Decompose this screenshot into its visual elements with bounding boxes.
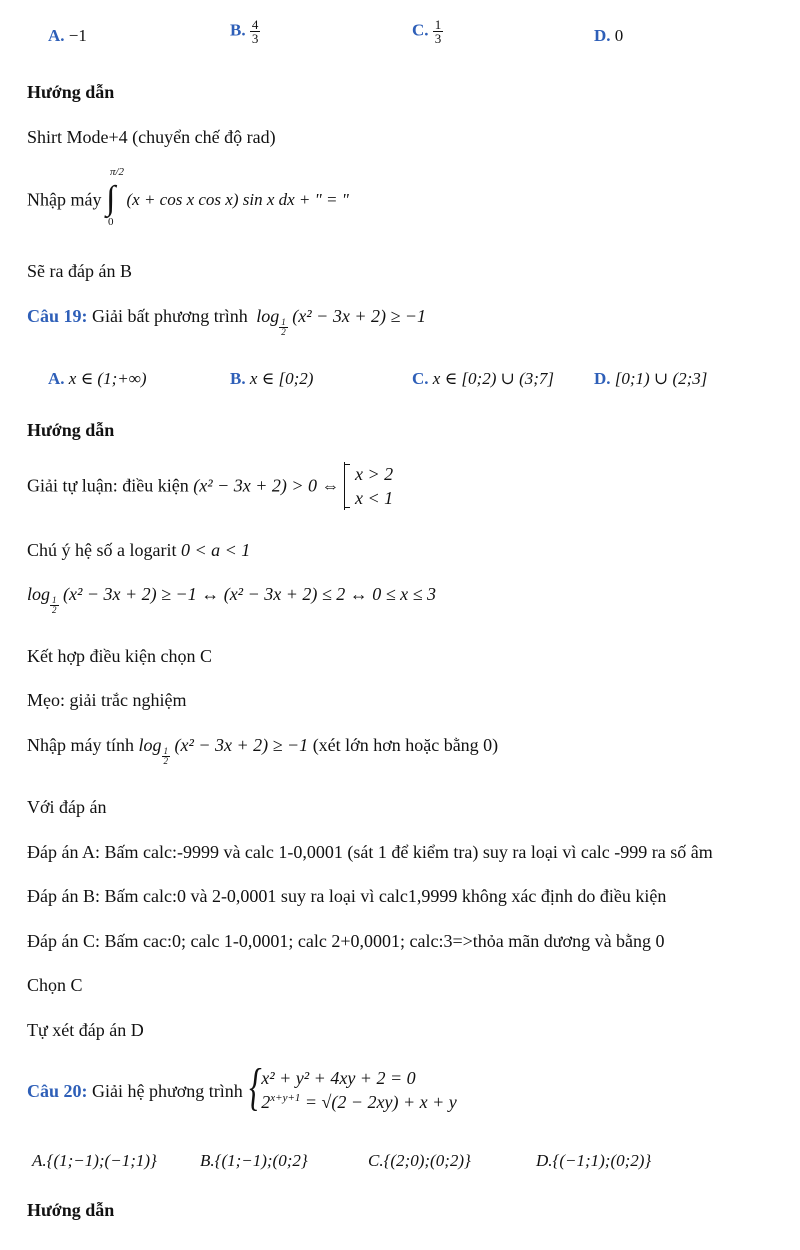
guide-heading-1: Hướng dẫn (27, 82, 115, 102)
q19-option-b: B. x ∈ [0;2) (230, 369, 314, 388)
q19-check-d: Tự xét đáp án D (27, 1020, 144, 1040)
q19-option-d: D. [0;1) ∪ (2;3] (594, 369, 708, 388)
q18-option-c: C. $\frac{1}{3}$ (412, 17, 442, 46)
q19-answer-c-check: Đáp án C: Bấm cac:0; calc 1-0,0001; calc 2+0,0001; calc:3=>thỏa mãn dương và bằng 0 (27, 931, 665, 951)
q18-line-1: Shirt Mode+4 (chuyển chế độ rad) (27, 127, 276, 147)
guide-heading-3: Hướng dẫn (27, 1200, 115, 1220)
q18-line-2: Nhập máy π/2 ∫ 0 (x + cos x cos x) sin x dx + " = " (27, 166, 349, 228)
q20-option-d: D.{(−1;1);(0;2)} (536, 1151, 652, 1170)
q20-option-b: B.{(1;−1);(0;2} (200, 1151, 308, 1170)
q19-with-answer: Với đáp án (27, 797, 107, 817)
q19-option-c: C. x ∈ [0;2) ∪ (3;7] (412, 369, 555, 388)
guide-heading-2: Hướng dẫn (27, 420, 115, 440)
q20-option-c: C.{(2;0);(0;2)} (368, 1151, 471, 1170)
q19-note-line: Chú ý hệ số a logarit 0 < a < 1 (27, 540, 251, 560)
q20-option-a: A.{(1;−1);(−1;1)} (32, 1151, 157, 1170)
q19-answer-a-check: Đáp án A: Bấm calc:-9999 và calc 1-0,0001 (sát 1 để kiểm tra) suy ra loại vì calc -999 ra số âm (27, 842, 713, 862)
q19-answer-b-check: Đáp án B: Bấm calc:0 và 2-0,0001 suy ra loại vì calc1,9999 không xác định do điều kiện (27, 886, 667, 906)
q19-question: Câu 19: Giải bất phương trình log $\frac{1}{2}$ (x² − 3x + 2) ≥ −1 (27, 306, 426, 338)
q19-condition-line: Giải tự luận: điều kiện (x² − 3x + 2) > 0 ⇔ x > 2 x < 1 (27, 464, 394, 508)
equation-system: { x² + y² + 4xy + 2 = 0 $2^{x+y+1} = √(2 - 2xy) + x + y$ (247, 1066, 457, 1117)
q19-combine-line: Kết hợp điều kiện chọn C (27, 646, 212, 666)
integral-sign: π/2 ∫ 0 (105, 166, 125, 228)
q20-question: Câu 20: Giải hệ phương trình { x² + y² + 4xy + 2 = 0 $2^{x+y+1} = √(2 - 2xy) + x + y$ (27, 1066, 457, 1117)
q18-option-a: A. −1 (48, 26, 87, 45)
q19-choose-c: Chọn C (27, 975, 83, 995)
condition-cases: x > 2 x < 1 (344, 462, 393, 510)
q18-option-b: B. $\frac{4}{3}$ (230, 17, 259, 46)
q18-option-d: D. 0 (594, 26, 624, 45)
q19-solution-line: log $\frac{1}{2}$ (x² − 3x + 2) ≥ −1 ↔ (x² − 3x + 2) ≤ 2 ↔ 0 ≤ x ≤ 3 (27, 584, 436, 616)
q19-option-a: A. x ∈ (1;+∞) (48, 369, 147, 388)
q18-line-3: Sẽ ra đáp án B (27, 261, 132, 281)
q19-calc-line: Nhập máy tính log $\frac{1}{2}$ (x² − 3x + 2) ≥ −1 (xét lớn hơn hoặc bằng 0) (27, 735, 499, 767)
q19-tip-line: Mẹo: giải trắc nghiệm (27, 690, 187, 710)
